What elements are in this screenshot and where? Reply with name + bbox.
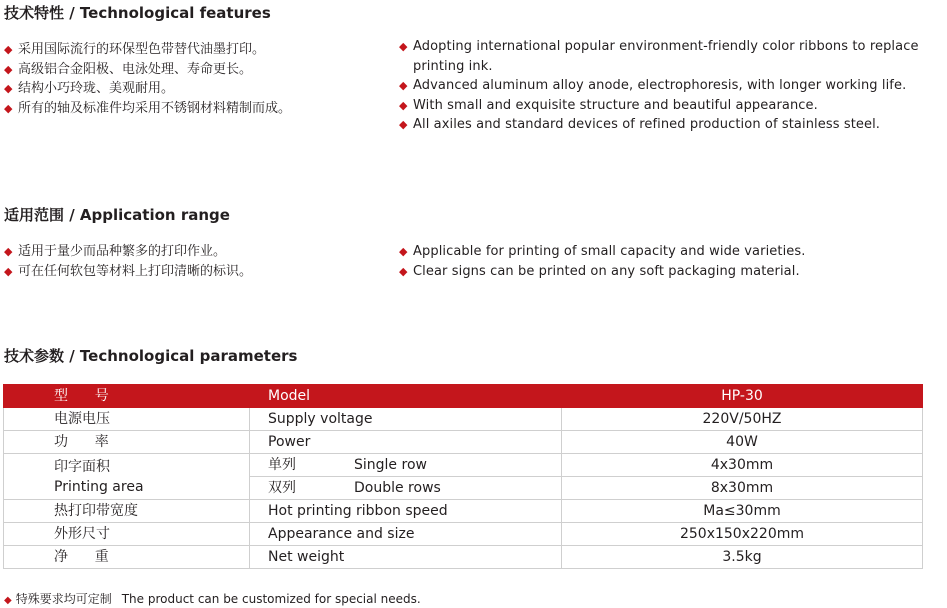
table-row: 双列 Double rows 8x30mm [4,477,923,500]
features-en-list [399,37,947,135]
diamond-bullet-icon: ◆ [4,43,13,56]
diamond-bullet-icon: ◆ [4,101,13,115]
list-item: ◆ Advanced aluminum alloy anode, electrophoresis, with longer working life. [399,76,947,96]
header-en: Model [250,385,562,408]
header-cn: 型 号 [4,385,250,408]
list-item: ◆ Adopting international popular environment-friendly color ribbons to replace printing ink. [399,39,919,74]
application-title: 适用范围 / Application range [4,206,230,224]
table-row: 外形尺寸 Appearance and size 250x150x220mm [4,523,923,546]
footer-note: ◆ 特殊要求均可定制 The product can be customized for special needs. [4,592,421,606]
diamond-bullet-icon: ◆ [399,98,408,112]
params-table [3,384,923,569]
list-item: ◆ With small and exquisite structure and beautiful appearance. [399,96,947,116]
table-row: 印字面积 Printing area 单列 Single row 4x30mm [4,454,923,477]
table-header-row [4,385,923,408]
table-row: 电源电压 Supply voltage 220V/50HZ [4,408,923,431]
diamond-bullet-icon: ◆ [399,245,408,258]
diamond-bullet-icon: ◆ [4,62,13,76]
list-item: ◆ 采用国际流行的环保型色带替代油墨打印。 [4,40,394,60]
diamond-bullet-icon: ◆ [399,79,408,92]
application-en-list [399,242,947,281]
diamond-bullet-icon: ◆ [4,82,13,95]
diamond-bullet-icon: ◆ [399,40,408,53]
diamond-bullet-icon: ◆ [399,118,408,131]
diamond-bullet-icon: ◆ [399,264,408,278]
table-row: 功 率 Power 40W [4,431,923,454]
table-row: 净 重 Net weight 3.5kg [4,546,923,569]
diamond-bullet-icon: ◆ [4,264,13,278]
list-item: ◆ All axiles and standard devices of refined production of stainless steel. [399,115,947,135]
list-item: ◆ Clear signs can be printed on any soft packaging material. [399,262,947,282]
list-item: ◆ 结构小巧玲珑、美观耐用。 [4,79,394,99]
list-item: ◆ Applicable for printing of small capacity and wide varieties. [399,242,947,262]
list-item: ◆ 适用于量少而品种繁多的打印作业。 [4,242,394,262]
params-title: 技术参数 / Technological parameters [4,347,298,365]
features-title: 技术特性 / Technological features [4,4,271,22]
printing-area-label: 印字面积 Printing area [4,454,250,500]
diamond-bullet-icon: ◆ [4,595,12,606]
application-cn-list [4,242,394,281]
list-item: ◆ 可在任何软包等材料上打印清晰的标识。 [4,262,394,282]
list-item: ◆ 高级铝合金阳极、电泳处理、寿命更长。 [4,60,394,80]
features-cn-list [4,40,394,118]
header-value: HP-30 [562,385,923,408]
diamond-bullet-icon: ◆ [4,245,13,258]
table-row: 热打印带宽度 Hot printing ribbon speed Ma≤30mm [4,500,923,523]
list-item: ◆ 所有的轴及标准件均采用不锈钢材料精制而成。 [4,99,394,119]
